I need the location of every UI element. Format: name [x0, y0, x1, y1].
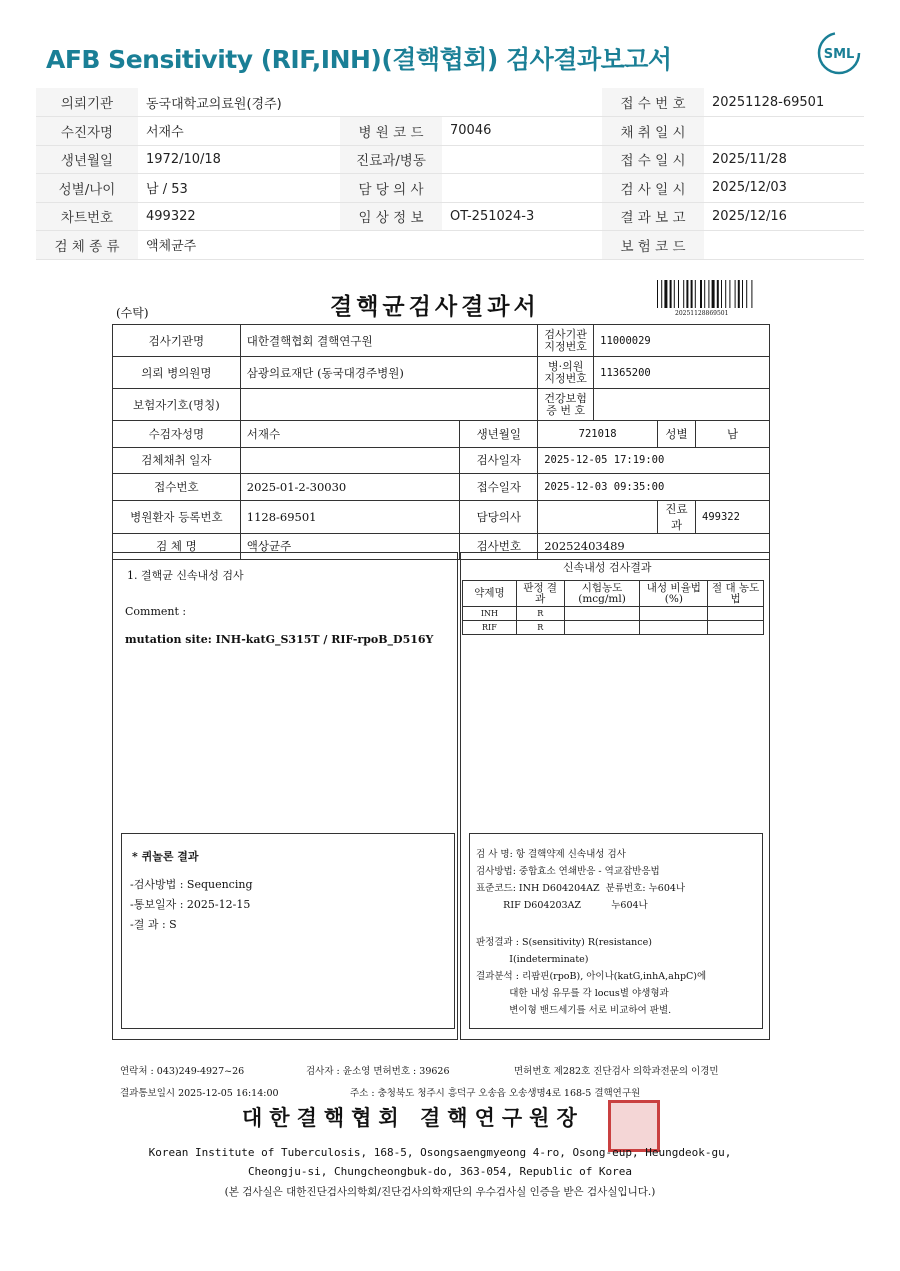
sex-label: 성별: [658, 421, 696, 448]
drug-cell: [640, 621, 708, 635]
drug-row: [463, 607, 764, 621]
section1-box: [112, 552, 458, 1040]
quinolone-box: [121, 833, 455, 1029]
info-value: 499322: [138, 202, 340, 231]
reg-no-value: 1128-69501: [240, 500, 460, 533]
barcode-bar: [735, 280, 736, 308]
drug-header-cell: 약제명: [463, 581, 517, 607]
info-row: [36, 202, 864, 231]
barcode-bar: [700, 280, 702, 308]
info-label: 담 당 의 사: [340, 174, 442, 203]
dept-label: 진료과: [658, 500, 696, 533]
info-label: 검 체 종 류: [36, 231, 138, 260]
hospital-value: 삼광의료재단 (동국대경주병원): [240, 357, 537, 389]
hospital-no-value: 11365200: [594, 357, 770, 389]
director-name: 대한결핵협회 결핵연구원장: [242, 1105, 584, 1130]
barcode-bar: [729, 280, 730, 308]
collect-label: 검체채취 일자: [113, 447, 241, 474]
info-row: [36, 174, 864, 203]
receipt-date-value: 2025-12-03 09:35:00: [538, 474, 770, 501]
quinolone-result: -결 과 : S: [130, 918, 177, 931]
section1-title: 1. 결핵균 신속내성 검사: [127, 569, 244, 582]
sml-logo-icon: [816, 30, 862, 76]
barcode-bar: [661, 280, 662, 308]
report-info-grid: [112, 324, 770, 560]
drug-cell: [708, 621, 764, 635]
info-value: 서재수: [138, 117, 340, 146]
patient-value: 서재수: [240, 421, 460, 448]
method-lines-line: 표준코드: INH D604204AZ 분류번호: 누604나: [476, 883, 686, 894]
info-label: 검 사 일 시: [602, 174, 704, 203]
info-label: 접 수 번 호: [602, 88, 704, 117]
doctor-value: [538, 500, 658, 533]
barcode-bar: [725, 280, 726, 308]
scanned-report: [110, 280, 770, 1200]
method-lines-line: 검 사 명: 항 결핵약제 신속내성 검사: [476, 849, 626, 860]
drug-result-table: [462, 580, 764, 635]
barcode-bar: [683, 280, 684, 308]
info-label: 임 상 정 보: [340, 202, 442, 231]
judgement-lines: [476, 934, 706, 1019]
info-value: 2025/12/16: [704, 202, 864, 231]
birth-label: 생년월일: [460, 421, 538, 448]
info-value: [442, 174, 602, 203]
english-address-2: Cheongju-si, Chungcheongbuk-do, 363-054, Republic of Korea: [247, 1165, 633, 1178]
method-box: [469, 833, 763, 1029]
barcode-bar: [738, 280, 740, 308]
info-row: [36, 88, 864, 117]
test-no-value: 20252403489: [538, 533, 770, 560]
receipt-date-label: 접수일자: [460, 474, 538, 501]
info-value: 동국대학교의료원(경주): [138, 88, 340, 117]
health-ins-label: 건강보험 증 번 호: [538, 389, 594, 421]
info-label: 채 취 일 시: [602, 117, 704, 146]
quinolone-method: -검사방법 : Sequencing: [130, 878, 253, 891]
info-value: 1972/10/18: [138, 145, 340, 174]
drug-header-cell: 시험농도 (mcg/ml): [564, 581, 640, 607]
barcode-bar: [670, 280, 672, 308]
barcode-bar: [691, 280, 693, 308]
dept-value: 499322: [696, 500, 770, 533]
drug-header-cell: 내성 비율법(%): [640, 581, 708, 607]
quinolone-title: * 퀴놀론 결과: [132, 850, 199, 863]
hospital-label: 의뢰 병의원명: [113, 357, 241, 389]
info-value: 2025/12/03: [704, 174, 864, 203]
footer-license: 면허번호 제282호 진단검사 의학과전문의 이경민: [514, 1066, 719, 1077]
info-label: 접 수 일 시: [602, 145, 704, 174]
drug-cell: [708, 607, 764, 621]
barcode-icon: [655, 280, 780, 308]
drug-cell: R: [516, 621, 564, 635]
consignment-label: (수탁): [116, 306, 149, 320]
logo-text: SML: [823, 47, 855, 62]
official-seal-icon: [608, 1100, 660, 1152]
barcode-bar: [678, 280, 679, 308]
receipt-no-value: 2025-01-2-30030: [240, 474, 460, 501]
footer-notify: 결과통보일시 2025-12-05 16:14:00: [120, 1088, 279, 1099]
drug-row: [463, 621, 764, 635]
collect-value: [240, 447, 460, 474]
org-label: 검사기관명: [113, 325, 241, 357]
judgement-lines-line: 대한 내성 유무를 각 locus별 야생형과: [476, 988, 669, 999]
barcode-bar: [674, 280, 675, 308]
quinolone-date: -통보일자 : 2025-12-15: [130, 898, 251, 911]
method-lines: [476, 846, 685, 914]
drug-cell: INH: [463, 607, 517, 621]
test-date-label: 검사일자: [460, 447, 538, 474]
info-value: 액체균주: [138, 231, 340, 260]
info-value: 20251128-69501: [704, 88, 864, 117]
doctor-label: 담당의사: [460, 500, 538, 533]
barcode-bar: [664, 280, 667, 308]
info-value: [442, 145, 602, 174]
info-label: 성별/나이: [36, 174, 138, 203]
barcode-bar: [742, 280, 743, 308]
method-lines-line: RIF D604203AZ 누604나: [476, 900, 648, 911]
reg-no-label: 병원환자 등록번호: [113, 500, 241, 533]
health-ins-value: [594, 389, 770, 421]
barcode-bar: [751, 280, 752, 308]
report-title: 결핵균검사결과서: [330, 293, 540, 320]
english-address-1: Korean Institute of Tuberculosis, 168-5, Osongsaengmyeong 4-ro, Osong-eup, Heungdeok-gu,: [148, 1146, 732, 1159]
drug-cell: RIF: [463, 621, 517, 635]
info-label: 결 과 보 고: [602, 202, 704, 231]
hospital-no-label: 병·의원 지정번호: [538, 357, 594, 389]
birth-value: 721018: [538, 421, 658, 448]
insured-value: [240, 389, 537, 421]
rapid-title: 신속내성 검사결과: [563, 561, 652, 574]
info-label: 의뢰기관: [36, 88, 138, 117]
drug-cell: [564, 621, 640, 635]
barcode-bar: [695, 280, 696, 308]
org-value: 대한결핵협회 결핵연구원: [240, 325, 537, 357]
info-row: [36, 117, 864, 146]
test-date-value: 2025-12-05 17:19:00: [538, 447, 770, 474]
info-value: OT-251024-3: [442, 202, 602, 231]
info-value: [704, 231, 864, 260]
method-lines-line: 검사방법: 중합효소 연쇄반응 - 역교잡반응법: [476, 866, 660, 877]
footer-address: 주소 : 충청북도 청주시 흥덕구 오송읍 오송생명4로 168-5 결핵연구원: [350, 1088, 641, 1099]
barcode-bar: [712, 280, 715, 308]
insured-label: 보험자기호(명칭): [113, 389, 241, 421]
patient-info-table: [36, 88, 864, 260]
barcode-bar: [704, 280, 705, 308]
sex-value: 남: [696, 421, 770, 448]
info-value: 70046: [442, 117, 602, 146]
info-label: [340, 88, 442, 117]
judgement-lines-line: 변이형 밴드세기를 서로 비교하여 판별.: [476, 1005, 672, 1016]
mutation-site: mutation site: INH-katG_S315T / RIF-rpoB_D516Y: [125, 633, 434, 646]
page-title: AFB Sensitivity (RIF,INH)(결핵협회) 검사결과보고서: [46, 45, 672, 74]
judgement-lines-line: 판정결과 : S(sensitivity) R(resistance): [476, 937, 652, 948]
barcode-bar: [657, 280, 658, 308]
certification-note: (본 검사실은 대한진단검사의학회/진단검사의학재단의 우수검사실 인증을 받은 검사실입니다.): [224, 1186, 656, 1198]
footer-contact: 연락처 : 043)249-4927~26: [120, 1066, 245, 1077]
receipt-no-label: 접수번호: [113, 474, 241, 501]
barcode-bar: [686, 280, 688, 308]
info-label: 생년월일: [36, 145, 138, 174]
info-label: 진료과/병동: [340, 145, 442, 174]
designation-label: 검사기관 지정번호: [538, 325, 594, 357]
drug-header-cell: 절 대 농도법: [708, 581, 764, 607]
info-row: [36, 231, 864, 260]
judgement-lines-line: 결과분석 : 리팜핀(rpoB), 아이나(katG,inhA,ahpC)에: [476, 971, 707, 982]
barcode-bar: [721, 280, 722, 308]
info-value: [442, 88, 602, 117]
specimen-value: 액상균주: [240, 533, 460, 560]
patient-label: 수검자성명: [113, 421, 241, 448]
barcode-bar: [717, 280, 719, 308]
info-label: [340, 231, 442, 260]
info-value: [704, 117, 864, 146]
judgement-lines-line: I(indeterminate): [476, 954, 589, 965]
drug-cell: [564, 607, 640, 621]
info-row: [36, 145, 864, 174]
info-label: 보 험 코 드: [602, 231, 704, 260]
designation-value: 11000029: [594, 325, 770, 357]
footer-tester: 검사자 : 윤소영 면허번호 : 39626: [306, 1066, 450, 1077]
drug-cell: [640, 607, 708, 621]
barcode-bar: [746, 280, 747, 308]
info-label: 병 원 코 드: [340, 117, 442, 146]
barcode-bar: [708, 280, 709, 308]
test-no-label: 검사번호: [460, 533, 538, 560]
specimen-label: 검 체 명: [113, 533, 241, 560]
info-label: 수진자명: [36, 117, 138, 146]
drug-header-cell: 판정 결과: [516, 581, 564, 607]
info-value: 남 / 53: [138, 174, 340, 203]
drug-cell: R: [516, 607, 564, 621]
info-value: 2025/11/28: [704, 145, 864, 174]
comment-label: Comment :: [125, 605, 187, 618]
info-value: [442, 231, 602, 260]
info-label: 차트번호: [36, 202, 138, 231]
barcode-number: 20251128869501: [675, 310, 729, 317]
